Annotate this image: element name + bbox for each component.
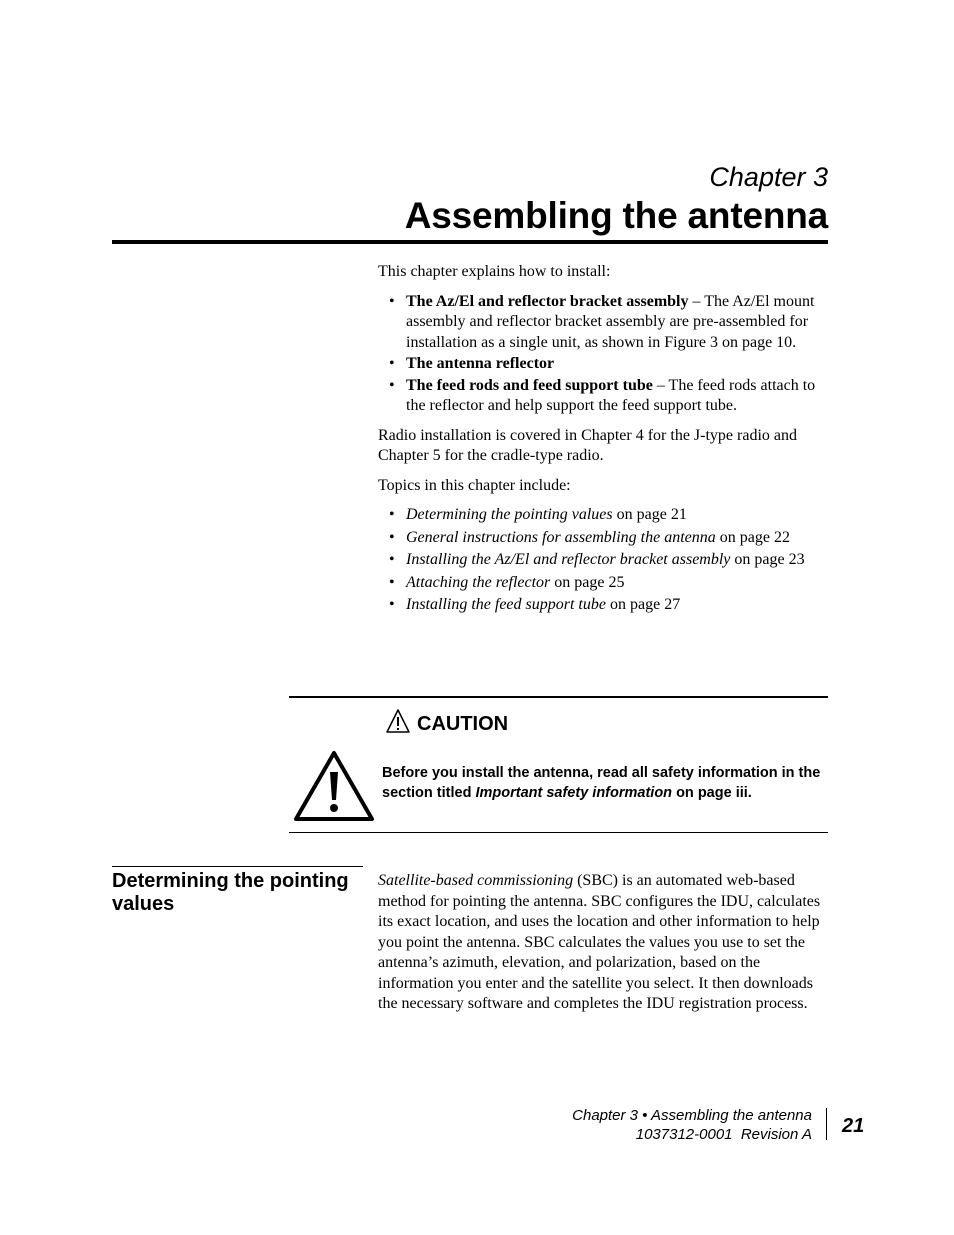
intro-lead: This chapter explains how to install: (378, 263, 611, 280)
install-item-reflector: • The antenna reflector (389, 355, 555, 372)
footer-divider (826, 1108, 827, 1140)
install-item-feed-rods: • The feed rods and feed support tube – The feed rods attach to the reflector and help support the feed support tube. (389, 376, 816, 414)
caution-message (382, 764, 828, 803)
warning-triangle-icon (293, 750, 375, 827)
install-item-bracket: • The Az/El and reflector bracket assembly – The Az/El mount assembly and reflector bracket assembly are pre-assembled for installation as a single unit, as shown in Figure 3 on page 10. (389, 292, 815, 351)
topic-page-ref: on page 22 (715, 528, 790, 546)
topic-title[interactable]: Attaching the reflector (406, 573, 551, 591)
caution-label: CAUTION (417, 713, 509, 735)
intro-section (378, 262, 828, 616)
install-item-title: The antenna reflector (406, 355, 555, 372)
caution-text-before: Before you install the antenna, read all safety information in the section titled (382, 765, 821, 801)
topic-link-reflector[interactable]: • Attaching the reflector on page 25 (389, 573, 625, 591)
section-body (378, 871, 828, 1015)
caution-heading (385, 708, 508, 734)
topic-title[interactable]: Installing the feed support tube (406, 596, 606, 613)
section-rule (112, 866, 363, 867)
chapter-label: Chapter 3 (709, 162, 828, 192)
topic-link-bracket[interactable]: • Installing the Az/El and reflector bracket assembly on page 23 (389, 551, 805, 568)
install-item-title: The Az/El and reflector bracket assembly (406, 292, 689, 310)
topic-title[interactable]: Installing the Az/El and reflector bracket assembly (406, 551, 731, 568)
chapter-title: Assembling the antenna (404, 195, 828, 236)
footer-revision-line: 1037312-0001 Revision A (635, 1126, 812, 1143)
topic-link-pointing[interactable]: • Determining the pointing values on page 21 (389, 506, 687, 523)
radio-note: Radio installation is covered in Chapter 4 for the J-type radio and Chapter 5 for the cradle-type radio. (378, 426, 797, 464)
footer-running-head (572, 1106, 812, 1144)
topics-list (378, 505, 828, 616)
install-item-desc: – The feed rods attach to the reflector and help support the feed support tube. (406, 376, 816, 414)
topic-page-ref: on page 25 (550, 573, 625, 591)
section-heading: Determining the pointing values (112, 870, 349, 915)
caution-text-after: on page iii. (672, 784, 752, 801)
topic-page-ref: on page 21 (612, 506, 687, 523)
topic-title[interactable]: Determining the pointing values (406, 506, 613, 523)
topic-link-general[interactable]: • General instructions for assembling the antenna on page 22 (389, 528, 790, 546)
topic-link-feed-tube[interactable]: • Installing the feed support tube on page 27 (389, 596, 681, 613)
install-list (378, 292, 828, 417)
warning-small-icon (385, 708, 411, 734)
caution-bottom-rule (289, 832, 828, 833)
page-number: 21 (842, 1115, 865, 1137)
title-rule (112, 240, 828, 244)
topic-page-ref: on page 23 (730, 551, 805, 568)
sbc-term: Satellite-based commissioning (378, 872, 574, 889)
install-item-title: The feed rods and feed support tube (406, 376, 653, 394)
caution-link-safety[interactable]: Important safety information (475, 784, 673, 801)
footer-chapter-line: Chapter 3 • Assembling the antenna (572, 1107, 812, 1124)
topic-title[interactable]: General instructions for assembling the antenna (406, 528, 716, 546)
caution-top-rule (289, 696, 828, 698)
install-item-desc: – The Az/El mount assembly and reflector bracket assembly are pre-assembled for installation as a single unit, as shown in Figure 3 on page 10. (406, 292, 815, 351)
topics-lead: Topics in this chapter include: (378, 476, 571, 494)
sbc-description: (SBC) is an automated web-based method for pointing the antenna. SBC configures the IDU, calculates its exact location, and uses the location and other information to help you point the antenna. SBC calculates the values you use to set the antenna’s azimuth, elevation, and polarization, based on the information you enter and the satellite you select. It then downloads the necessary software and completes the IDU registration process. (378, 872, 821, 1012)
topic-page-ref: on page 27 (605, 596, 681, 613)
